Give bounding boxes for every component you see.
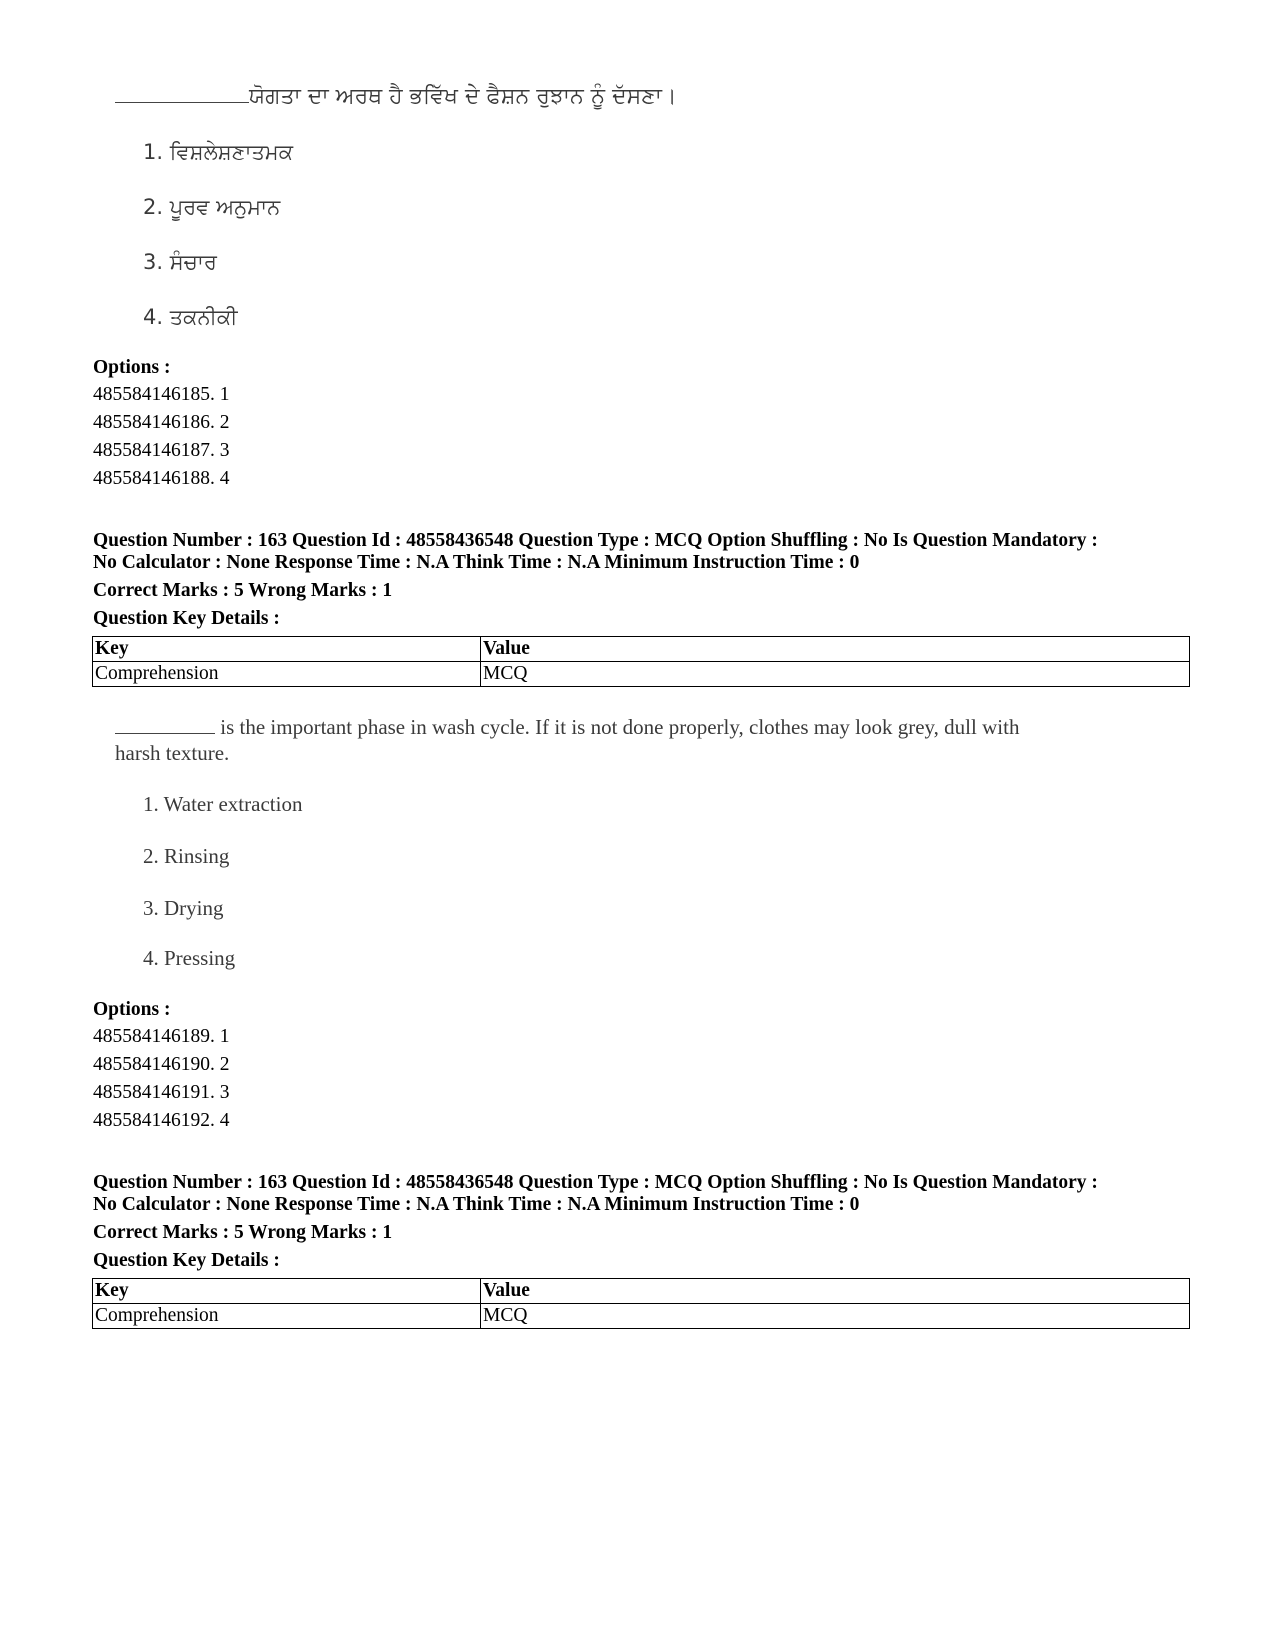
option-id-4: 485584146192. 4 xyxy=(93,1110,230,1131)
question-stem-line1: is the important phase in wash cycle. If it is not done properly, clothes may look grey, dull with xyxy=(220,715,1020,739)
question-stem xyxy=(115,84,677,110)
question-meta xyxy=(93,530,1193,574)
image-option-3: 3. Drying xyxy=(143,896,224,920)
question-image-english xyxy=(115,712,1115,982)
key-details-label: Question Key Details : xyxy=(93,1250,280,1271)
answer-blank xyxy=(115,102,249,103)
question-stem-text: ਯੋਗਤਾ ਦਾ ਅਰਥ ਹੈ ਭਵਿੱਖ ਦੇ ਫੈਸ਼ਨ ਰੁਝਾਨ ਨੂੰ ਦੱਸਣਾ। xyxy=(249,84,677,109)
key-details-label: Question Key Details : xyxy=(93,608,280,629)
option-id-1: 485584146189. 1 xyxy=(93,1026,230,1047)
table-header-key: Key xyxy=(93,1279,481,1304)
question-stem-line2: harsh texture. xyxy=(115,741,230,765)
question-image-punjabi xyxy=(115,82,815,352)
option-id-4: 485584146188. 4 xyxy=(93,468,230,489)
option-id-1: 485584146185. 1 xyxy=(93,384,230,405)
question-key-table xyxy=(92,1278,1190,1329)
table-cell-value: MCQ xyxy=(481,1304,1190,1329)
option-id-2: 485584146186. 2 xyxy=(93,412,230,433)
table-cell-value: MCQ xyxy=(481,662,1190,687)
marks-line: Correct Marks : 5 Wrong Marks : 1 xyxy=(93,580,393,601)
option-id-2: 485584146190. 2 xyxy=(93,1054,230,1075)
question-meta xyxy=(93,1172,1193,1216)
image-option-1: 1. ਵਿਸ਼ਲੇਸ਼ਣਾਤਮਕ xyxy=(143,140,294,164)
question-meta-line1: Question Number : 163 Question Id : 48558436548 Question Type : MCQ Option Shuffling : No Is Question Mandatory : xyxy=(93,1172,1098,1193)
question-stem xyxy=(115,714,1019,740)
table-header-row xyxy=(93,637,1190,662)
table-header-value: Value xyxy=(481,637,1190,662)
options-label: Options : xyxy=(93,357,171,378)
question-meta-line2: No Calculator : None Response Time : N.A Think Time : N.A Minimum Instruction Time : 0 xyxy=(93,552,860,573)
option-id-3: 485584146187. 3 xyxy=(93,440,230,461)
table-cell-key: Comprehension xyxy=(93,1304,481,1329)
question-meta-line2: No Calculator : None Response Time : N.A Think Time : N.A Minimum Instruction Time : 0 xyxy=(93,1194,860,1215)
table-header-row xyxy=(93,1279,1190,1304)
image-option-2: 2. ਪੂਰਵ ਅਨੁਮਾਨ xyxy=(143,195,281,219)
image-option-3: 3. ਸੰਚਾਰ xyxy=(143,250,217,274)
table-row xyxy=(93,662,1190,687)
image-option-4: 4. Pressing xyxy=(143,946,236,970)
image-option-1: 1. Water extraction xyxy=(143,792,303,816)
option-id-3: 485584146191. 3 xyxy=(93,1082,230,1103)
question-key-table xyxy=(92,636,1190,687)
options-label: Options : xyxy=(93,999,171,1020)
answer-blank xyxy=(115,733,215,734)
table-row xyxy=(93,1304,1190,1329)
marks-line: Correct Marks : 5 Wrong Marks : 1 xyxy=(93,1222,393,1243)
table-header-key: Key xyxy=(93,637,481,662)
table-cell-key: Comprehension xyxy=(93,662,481,687)
table-header-value: Value xyxy=(481,1279,1190,1304)
image-option-2: 2. Rinsing xyxy=(143,844,230,868)
image-option-4: 4. ਤਕਨੀਕੀ xyxy=(143,305,238,329)
question-meta-line1: Question Number : 163 Question Id : 48558436548 Question Type : MCQ Option Shuffling : No Is Question Mandatory : xyxy=(93,530,1098,551)
